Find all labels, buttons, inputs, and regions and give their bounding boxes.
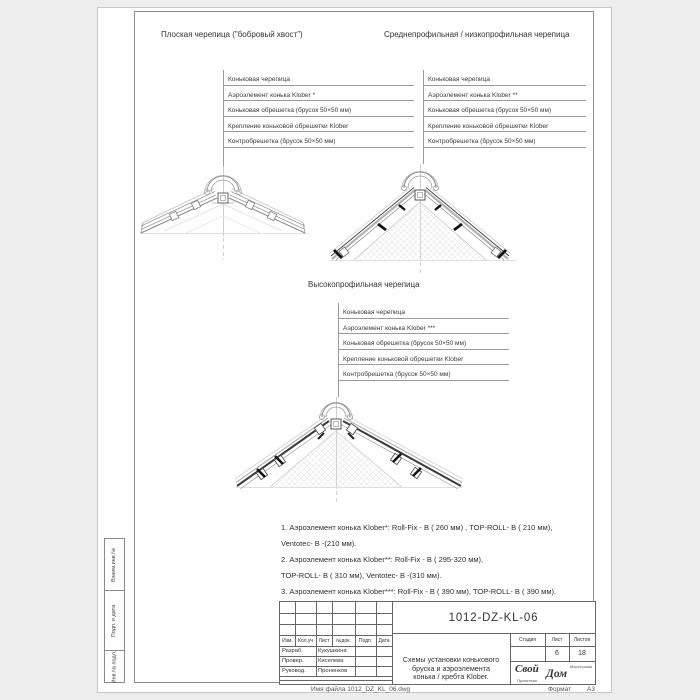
callout-label: Крепление коньковой обрешетки Klober [224,117,414,133]
callout-stack-flat-tile [223,70,414,148]
format-value: А3 [587,686,595,693]
section-title-flat-tile: Плоская черепица ("бобровый хвост") [161,30,303,39]
callout-label: Коньковая черепица [224,70,414,86]
callout-label: Контробрешетка (брусок 50×50 мм) [424,132,586,148]
callout-stack-high-profile [338,303,509,381]
callout-label: Контробрешетка (брусок 50×50 мм) [224,132,414,148]
inner-structure-lines [164,204,282,233]
sheet-value: 6 [555,650,559,657]
diagram-flat-tile-ridge [134,166,314,262]
drawing-description [392,633,510,684]
diagram-high-profile-ridge [232,397,466,503]
col-header-ndok: №док. [336,637,351,644]
sidebar-label-vzaim: Взаим.инв.№ [111,547,118,582]
drawing-sheet [97,7,612,693]
ridge-batten [415,190,425,200]
callout-label: Коньковая черепица [424,70,586,86]
section-title-high-profile: Высокопрофильная черепица [308,280,420,289]
sidebar-label-podp: Подп. и дата [111,604,118,637]
title-block [279,601,596,685]
filename-value: 1012_DZ_KL_06.dwg [347,686,411,693]
callout-label: Аэроэлемент конька Klober ** [424,86,586,102]
sheet-label: Лист [551,636,563,643]
role-label: Провер. [282,658,304,664]
description-line: Схемы установки конькового [402,655,500,665]
logo-word-dom: Дом [546,668,568,680]
callout-label: Крепление коньковой обрешетки Klober [424,117,586,133]
diagram-mid-profile-ridge [326,164,522,276]
company-logo [510,661,595,684]
leader-line [338,368,339,397]
callout-label: Коньковая обрешетка (брусок 50×50 мм) [424,101,586,117]
callout-label: Коньковая черепица [339,303,509,319]
ridge-cap [402,172,439,191]
role-label: Руковод. [282,668,306,674]
description-line: бруска и аэроэлемента [412,663,490,673]
col-header-list: Лист [318,637,330,644]
col-header-podp: Подп. [358,637,373,644]
sidebar-cell-vzaim [104,538,125,591]
stage-value [510,646,545,661]
section-title-mid-profile: Среднепрофильная / низкопрофильная черепица [384,30,570,39]
role-name: Проненков [318,668,348,674]
callout-label: Коньковая обрешетка (брусок 50×50 мм) [339,334,509,350]
callout-stack-mid-profile [423,70,586,148]
sidebar-cell-inv [104,650,125,683]
filename-caption [311,686,410,693]
col-header-koluch: Кол.уч [298,637,313,644]
callout-label: Аэроэлемент конька Klober *** [339,319,509,335]
ridge-cap [320,403,353,420]
footnote-line: 1. Аэроэлемент конька Klober*: Roll-Fix - B ( 260 мм) , TOP-ROLL- B ( 210 мм), [281,523,553,532]
format-label: Формат [548,686,572,693]
footnotes [281,520,593,600]
role-name: Кукушкина [318,648,347,654]
filename-label: Имя файла [311,686,346,693]
footnote-line: 3. Аэроэлемент конька Klober***: Roll-Fix - B ( 390 мм), TOP-ROLL- B ( 390 мм). [281,587,557,596]
logo-small-masterskaya: Мастерская [570,663,593,669]
callout-label: Крепление коньковой обрешетки Klober [339,350,509,366]
hatched-interior [354,202,486,260]
role-name: Киселева [318,658,344,664]
footnote-line: 2. Аэроэлемент конька Klober**: Roll-Fix - B ( 295-320 мм), [281,555,484,564]
logo-small-proektnaya: Проектная [517,677,537,683]
callout-label: Контробрешетка (брусок 50×50 мм) [339,365,509,381]
sheets-label: Листов [573,636,591,643]
sidebar-label-inv: Инв.№ подл. [111,650,118,683]
footnote-line: TOP-ROLL- B ( 310 мм), Ventotec- B -(310 мм). [281,571,442,580]
leader-line [223,135,224,166]
stage-label: Стадия [518,636,537,643]
callout-label: Аэроэлемент конька Klober * [224,86,414,102]
col-header-izm: Изм. [282,637,293,644]
logo-word-svoy: Свой [515,663,539,675]
ridge-batten [218,193,228,203]
sheets-value: 18 [578,650,586,657]
col-header-data: Дата [378,637,390,644]
leader-line [423,135,424,164]
callout-label: Коньковая обрешетка (брусок 50×50 мм) [224,101,414,117]
footnote-line: Ventotec- B -(210 мм). [281,539,357,548]
role-label: Разраб. [282,648,303,654]
sidebar-cell-podp [104,590,125,651]
document-designation: 1012-DZ-KL-06 [448,611,539,624]
ridge-batten [331,419,341,429]
description-line: конька / хребта Klober. [413,672,489,682]
